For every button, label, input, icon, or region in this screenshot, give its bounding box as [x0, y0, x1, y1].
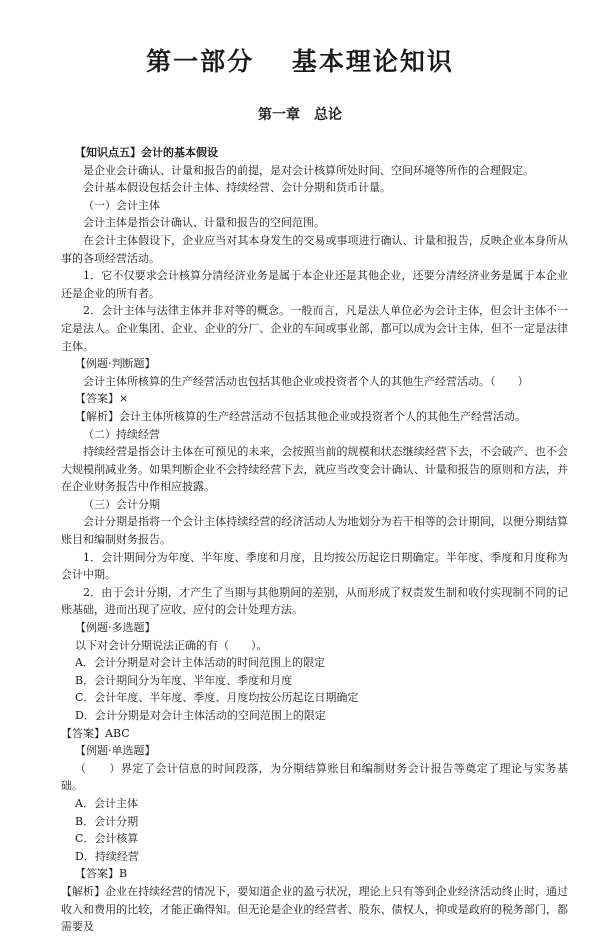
periods-heading: （三）会计分期 [83, 497, 160, 511]
part-title: 第一部分 基本理论知识 [146, 47, 454, 76]
single-choice-question: （ ）界定了会计信息的时间段落，为分期结算账目和编制财务会计报告等奠定了理论与实务基础。 [61, 761, 568, 793]
multi-choice-option: D．会计分期是对会计主体活动的空间范围上的限定 [75, 709, 326, 722]
answer-value: × [119, 392, 129, 406]
analysis-text: 会计主体所核算的生产经营活动不包括其他企业或投资者个人的其他生产经营活动。 [119, 409, 526, 423]
single-choice-tag: 【例题·单选题】 [75, 744, 156, 758]
entity-heading: （一）会计主体 [83, 198, 160, 212]
answer-value: ABC [105, 726, 130, 740]
entity-premise: 在会计主体假设下，企业应当对其本身发生的交易或事项进行确认、计量和报告，反映企业本身所从事的各项经营活动。 [61, 233, 568, 265]
multi-answer-line [61, 725, 568, 743]
analysis-text: 企业在持续经营的情况下，要知道企业的盈亏状况，理论上只有等到企业经济活动终止时，通过收入和费用的比较，才能正确得知。但无论是企业的经营者、股东、债权人，抑或是政府的税务部门，都需要及 [61, 884, 569, 934]
answer-label: 【答案】 [75, 867, 119, 881]
going-concern-heading: （二）持续经营 [83, 427, 160, 441]
single-choice-option: A．会计主体 [75, 796, 138, 810]
example-question: 会计主体所核算的生产经营活动也包括其他企业或投资者个人的其他生产经营活动。（ ） [83, 374, 529, 388]
multi-choice-question: 以下对会计分期说法正确的有（ ）。 [75, 638, 268, 652]
multi-choice-tag: 【例题·多选题】 [75, 621, 156, 635]
example-tag: 【例题·判断题】 [75, 357, 156, 371]
answer-line [61, 390, 568, 408]
intro-paragraph: 是企业会计确认、计量和报告的前提，是对会计核算所处时间、空间环境等所作的合理假定。 [83, 163, 534, 177]
document-body [61, 144, 568, 936]
analysis-label: 【解析】 [61, 884, 106, 898]
section-heading: 【知识点五】会计的基本假设 [75, 146, 218, 159]
going-concern-paragraph: 持续经营是指会计主体在可预见的未来，会按照当前的规模和状态继续经营下去，不会破产、也不会大规模削减业务。如果判断企业不会持续经营下去，就应当改变会计确认、计量和报告的原则和方法，并在企业财务报告中作相应披露。 [61, 445, 568, 494]
chapter-title: 第一章 总论 [258, 107, 342, 123]
entity-point-1: 1．它不仅要求会计核算分清经济业务是属于本企业还是其他企业，还要分清经济业务是属于本企业还是企业的所有者。 [61, 269, 568, 300]
periods-point-1: 1．会计期间分为年度、半年度、季度和月度，且均按公历起讫日期确定。半年度、季度和月度称为会计中期。 [61, 550, 568, 582]
entity-point-2: 2．会计主体与法律主体并非对等的概念。一般而言，凡是法人单位必为会计主体，但会计主体不一定是法人。企业集团、企业、企业的分厂、企业的车间或事业部，都可以成为会计主体，但不一定是法律主体。 [61, 304, 568, 353]
multi-choice-option: C．会计年度、半年度、季度、月度均按公历起讫日期确定 [75, 691, 359, 705]
entity-definition: 会计主体是指会计确认、计量和报告的空间范围。 [83, 216, 325, 230]
single-choice-option: D．持续经营 [75, 849, 139, 863]
intro-paragraph: 会计基本假设包括会计主体、持续经营、会计分期和货币计量。 [83, 181, 391, 195]
analysis-label: 【解析】 [75, 409, 119, 423]
analysis-line [61, 408, 568, 426]
periods-analysis-line [61, 883, 568, 936]
answer-value: B [119, 867, 128, 881]
answer-label: 【答案】 [61, 726, 105, 740]
single-choice-option: B．会计分期 [75, 814, 139, 828]
periods-paragraph: 会计分期是指将一个会计主体持续经营的经济活动人为地划分为若干相等的会计期间，以便分期结算账目和编制财务报告。 [61, 515, 568, 547]
single-choice-option: C．会计核算 [75, 832, 139, 846]
multi-choice-option: B．会计期间分为年度、半年度、季度和月度 [75, 673, 293, 687]
periods-point-2: 2．由于会计分期，才产生了当期与其他期间的差别，从而形成了权责发生制和收付实现制不同的记账基础，进而出现了应收、应付的会计处理方法。 [61, 585, 568, 617]
single-answer-line [61, 865, 568, 883]
multi-choice-option: A．会计分期是对会计主体活动的时间范围上的限定 [75, 656, 325, 670]
answer-label: 【答案】 [75, 392, 119, 406]
